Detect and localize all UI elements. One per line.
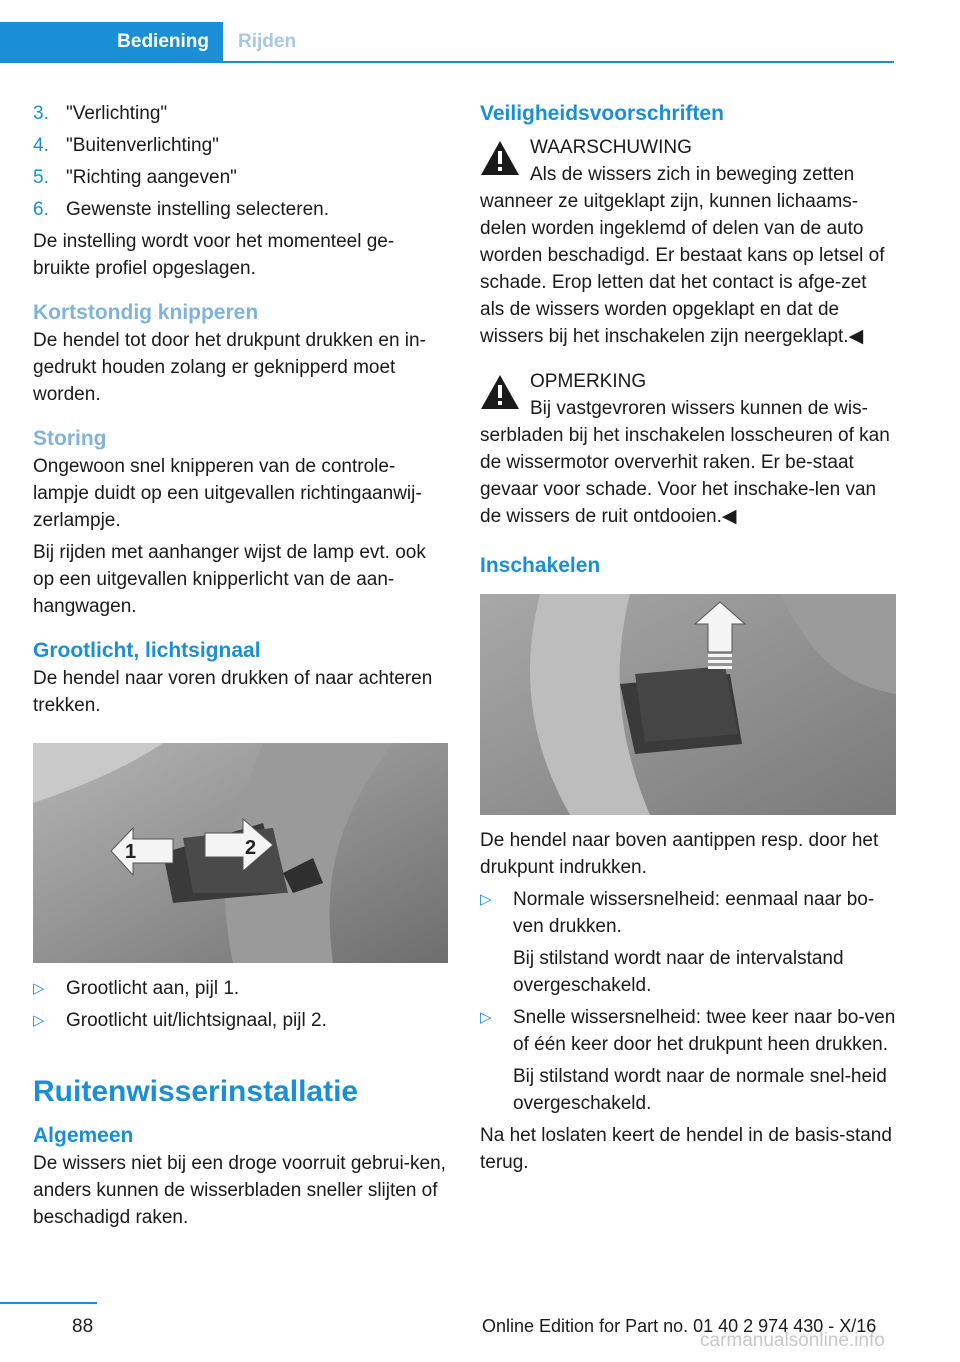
list-item: [480, 1004, 896, 1058]
tab-rijden[interactable]: [238, 22, 296, 61]
footer-rule: [0, 1302, 97, 1304]
arrow-2-label: 2: [245, 837, 257, 859]
step-number: 6.: [33, 199, 49, 220]
numbered-step: [33, 132, 448, 159]
step-number: 5.: [33, 167, 49, 188]
list-item-subtext: Bij stilstand wordt naar de normale snel-heid overgeschakeld.: [513, 1066, 887, 1114]
figure-wiper-lever: [480, 594, 896, 815]
list-item: [33, 975, 448, 1002]
note-title: OPMERKING: [530, 371, 647, 392]
paragraph-profile: De instelling wordt voor het momenteel ge-bruikte profiel opgeslagen.: [33, 231, 395, 279]
edition-text: Online Edition for Part no. 01 40 2 974 430 - X/16: [482, 1316, 877, 1336]
header-rule: [0, 61, 894, 63]
step-text: "Richting aangeven": [66, 167, 237, 188]
warning-title: WAARSCHUWING: [530, 137, 692, 158]
step-text: "Buitenverlichting": [66, 135, 219, 156]
warning-triangle-icon: [480, 140, 520, 176]
list-item: [480, 886, 896, 940]
triangle-bullet-icon: ▷: [480, 891, 492, 908]
paragraph-grootlicht: De hendel naar voren drukken of naar achteren trekken.: [33, 668, 433, 716]
warning-body: Als de wissers zich in beweging zetten wanneer ze uitgeklapt zijn, kunnen lichaams-delen worden ingeklemd of delen van de auto worden beschadigd. Er bestaat kans op letsel of schade. Erop letten dat het contact is afge-zet als de wissers worden opgeklapt en dat de wissers bij het inschakelen zijn neergeklapt.◀: [480, 164, 885, 347]
paragraph-kortstondig: De hendel tot door het drukpunt drukken en in-gedrukt houden zolang er geknipperd moet worden.: [33, 330, 426, 405]
paragraph-algemeen: De wissers niet bij een droge voorruit gebrui-ken, anders kunnen de wisserbladen sneller slijten of beschadigd raken.: [33, 1153, 446, 1228]
numbered-step: [33, 196, 448, 223]
numbered-step: [33, 100, 448, 127]
watermark: carmanualsonline.info: [700, 1330, 885, 1351]
heading-algemeen: Algemeen: [33, 1124, 134, 1147]
note-block: [480, 368, 896, 530]
heading-inschakelen: Inschakelen: [480, 554, 601, 577]
triangle-bullet-icon: ▷: [33, 1012, 45, 1029]
paragraph-loslaten: Na het loslaten keert de hendel in de basis-stand terug.: [480, 1125, 892, 1173]
list-item-text: Snelle wissersnelheid: twee keer naar bo-ven of één keer door het drukpunt heen drukken.: [513, 1007, 896, 1055]
paragraph-storing-2: Bij rijden met aanhanger wijst de lamp evt. ook op een uitgevallen knipperlicht van de aan-hangwagen.: [33, 542, 426, 617]
warning-triangle-icon: [480, 374, 520, 410]
numbered-step: [33, 164, 448, 191]
step-text: "Verlichting": [66, 103, 168, 124]
note-body: Bij vastgevroren wissers kunnen de wis-serbladen bij het inschakelen losscheuren of kan de wissermotor oververhit raken. Er be-staat gevaar voor schade. Voor het inschake-len van de wissers de ruit ontdooien.◀: [480, 398, 890, 527]
list-item-text: Grootlicht uit/lichtsignaal, pijl 2.: [66, 1010, 327, 1031]
list-item-text: Grootlicht aan, pijl 1.: [66, 978, 240, 999]
right-column: [480, 100, 896, 1176]
tab-rijden-label: Rijden: [238, 31, 297, 52]
heading-storing: Storing: [33, 427, 107, 450]
page-number: 88: [72, 1316, 94, 1337]
high-beam-illustration: [33, 743, 448, 963]
warning-text: [480, 161, 896, 350]
heading-grootlicht: Grootlicht, lichtsignaal: [33, 639, 261, 662]
paragraph-inschakelen: De hendel naar boven aantippen resp. door het drukpunt indrukken.: [480, 830, 879, 878]
heading-ruitenwisser: Ruitenwisserinstallatie: [33, 1075, 359, 1108]
list-item: [33, 1007, 448, 1034]
warning-block: [480, 134, 896, 350]
list-item-subtext: Bij stilstand wordt naar de intervalstand overgeschakeld.: [513, 948, 844, 996]
arrow-1-label: 1: [125, 841, 137, 863]
triangle-bullet-icon: ▷: [33, 980, 45, 997]
tab-bediening[interactable]: [0, 22, 223, 61]
list-item-text: Normale wissersnelheid: eenmaal naar bo-ven drukken.: [513, 889, 875, 937]
triangle-bullet-icon: ▷: [480, 1009, 492, 1026]
heading-kortstondig: Kortstondig knipperen: [33, 301, 259, 324]
figure-high-beam-lever: [33, 743, 448, 963]
paragraph-storing-1: Ongewoon snel knipperen van de controle-lampje duidt op een uitgevallen richtingaanwij-zerlampje.: [33, 456, 422, 531]
wiper-illustration: [480, 594, 896, 815]
left-column: [33, 100, 448, 1231]
step-text: Gewenste instelling selecteren.: [66, 199, 329, 220]
step-number: 3.: [33, 103, 49, 124]
tab-bediening-label: Bediening: [117, 31, 209, 52]
note-text: [480, 395, 896, 530]
heading-veiligheid: Veiligheidsvoorschriften: [480, 102, 724, 125]
step-number: 4.: [33, 135, 49, 156]
